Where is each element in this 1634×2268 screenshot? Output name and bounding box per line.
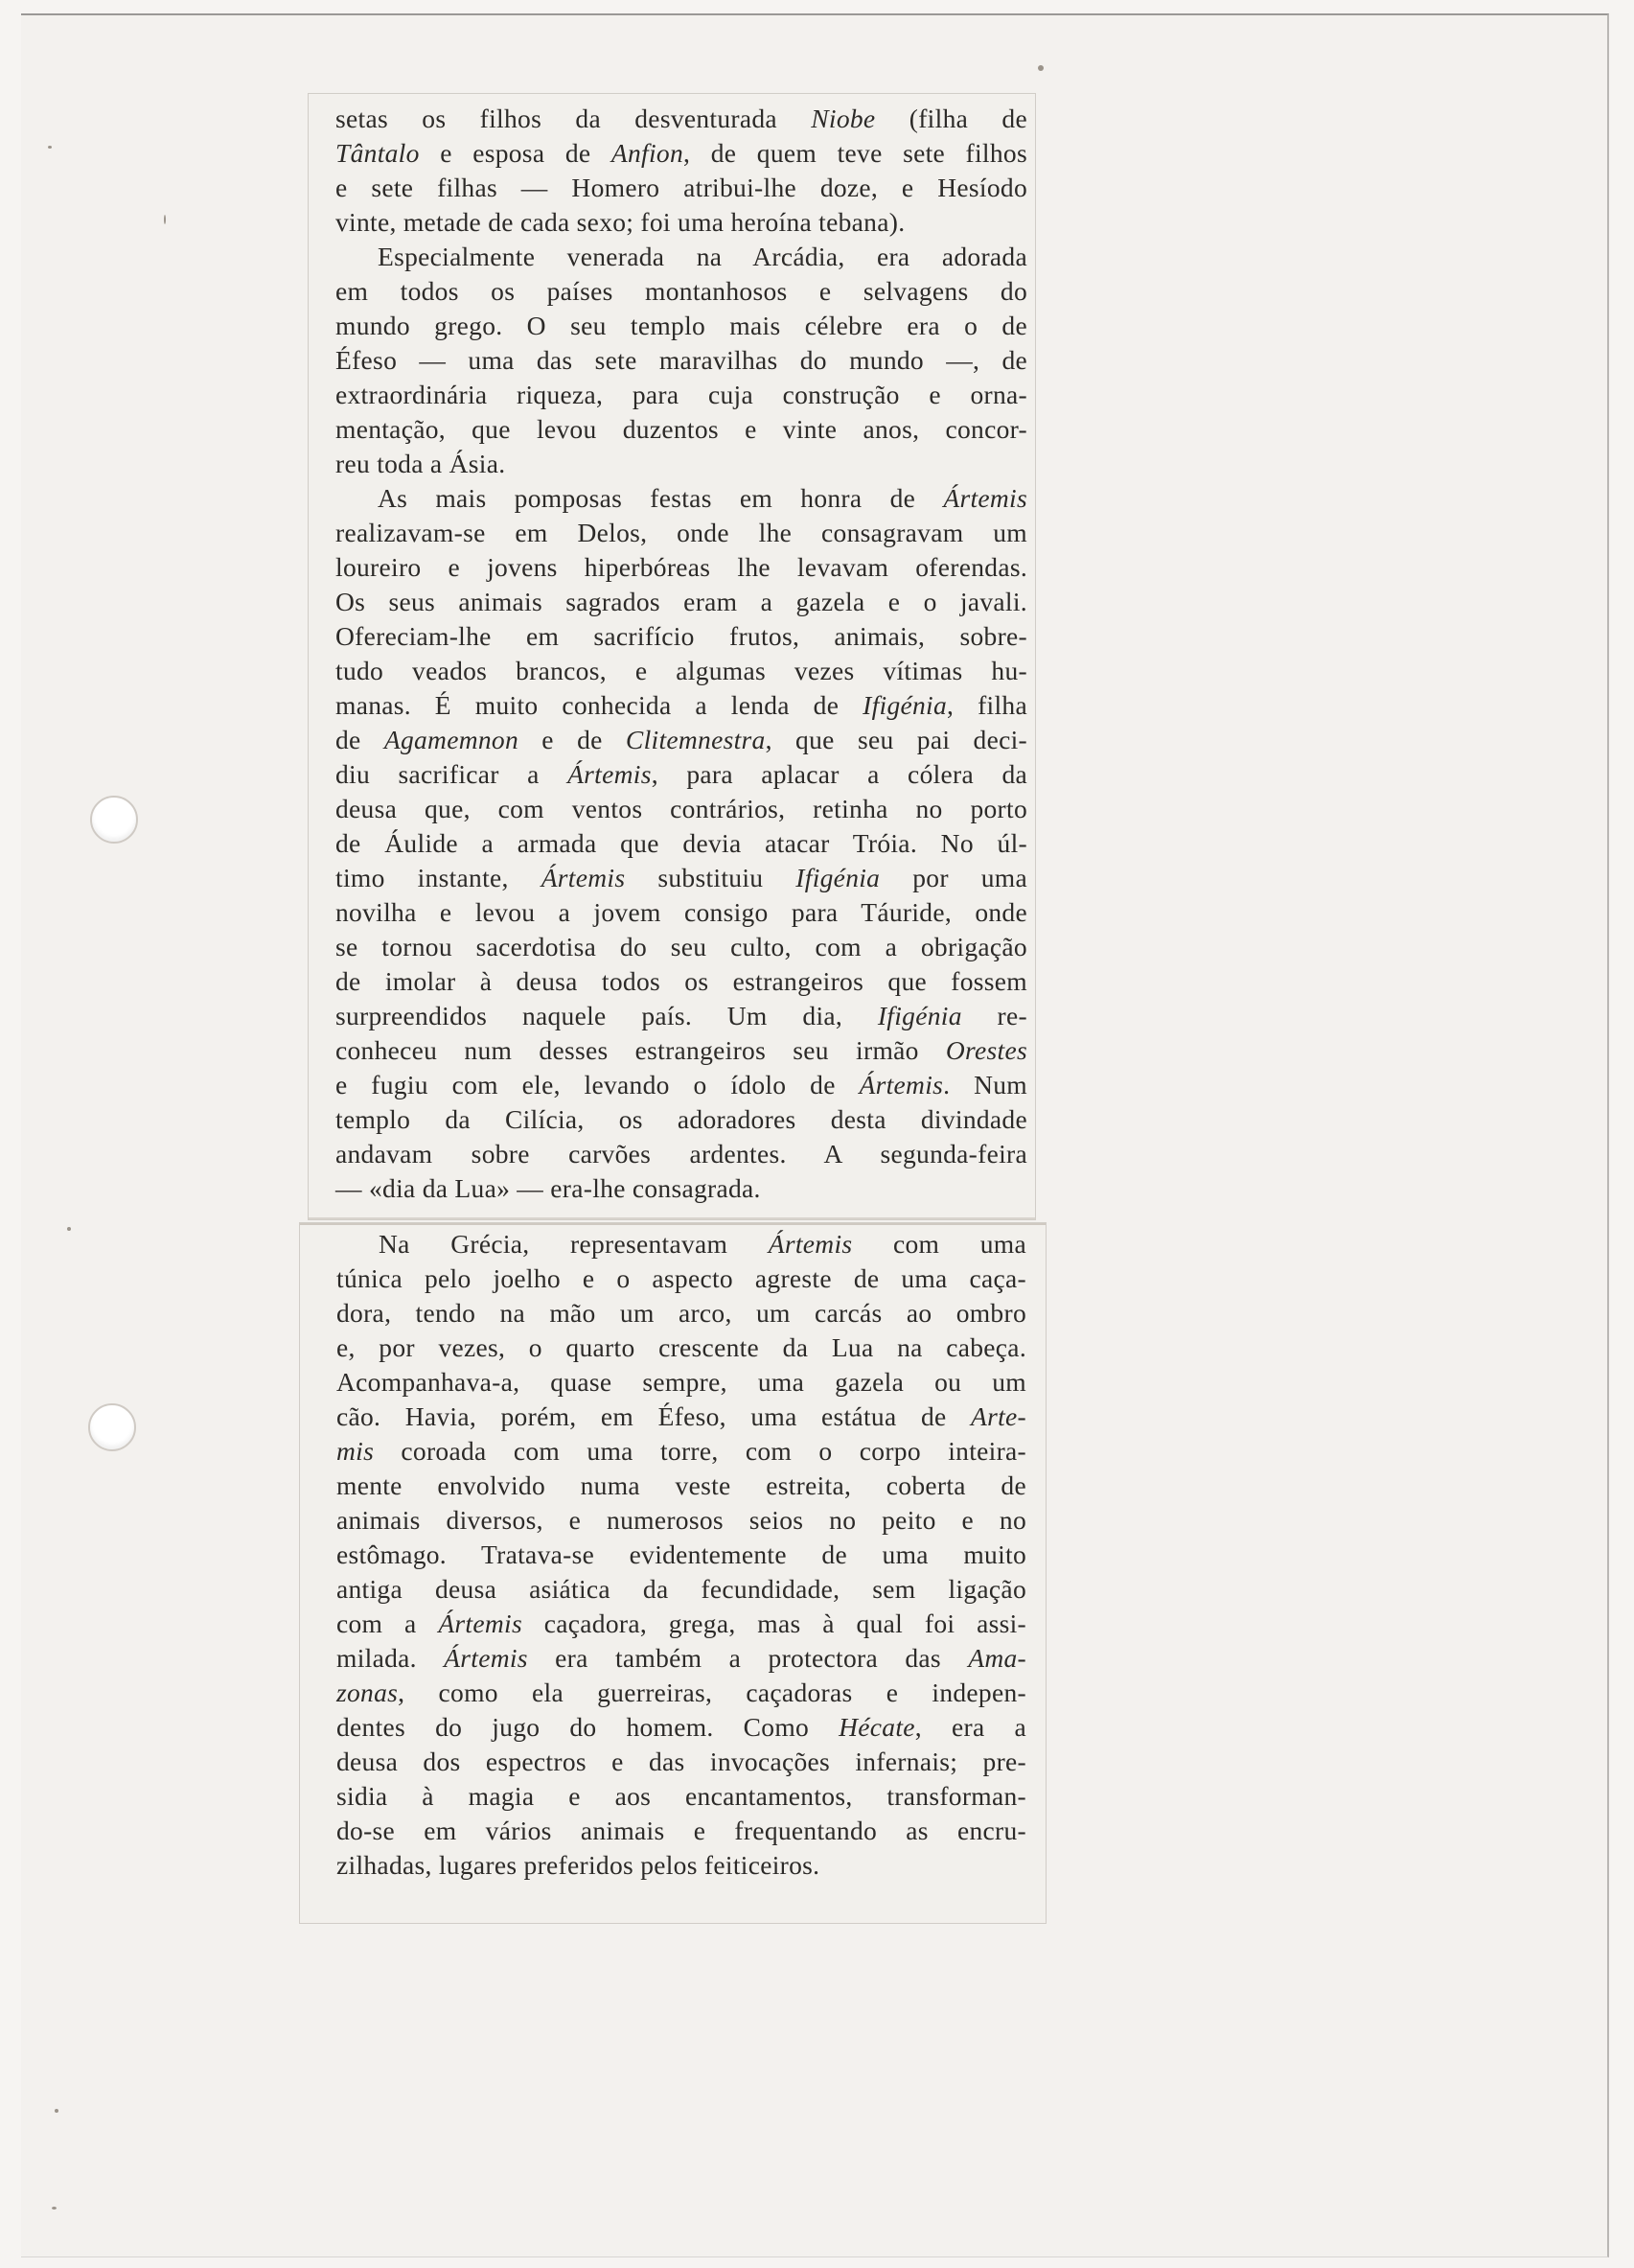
text-line: mundo grego. O seu templo mais célebre era o de bbox=[335, 311, 1027, 340]
text-line: zonas, como ela guerreiras, caçadoras e indepen- bbox=[336, 1678, 1026, 1707]
text-line: zilhadas, lugares preferidos pelos feiticeiros. bbox=[336, 1850, 820, 1880]
text-line: túnica pelo joelho e o aspecto agreste de uma caça- bbox=[336, 1263, 1026, 1293]
text-line: Especialmente venerada na Arcádia, era adorada bbox=[378, 242, 1027, 271]
text-line: e, por vezes, o quarto crescente da Lua na cabeça. bbox=[336, 1332, 1026, 1362]
text-line: vinte, metade de cada sexo; foi uma heroína tebana). bbox=[335, 207, 906, 237]
text-line: reu toda a Ásia. bbox=[335, 449, 506, 478]
text-line: estômago. Tratava-se evidentemente de uma muito bbox=[336, 1539, 1026, 1569]
text-line: andavam sobre carvões ardentes. A segunda-feira bbox=[335, 1139, 1027, 1169]
text-line: extraordinária riqueza, para cuja construção e orna- bbox=[335, 380, 1027, 409]
text-line: mis coroada com uma torre, com o corpo inteira- bbox=[336, 1436, 1026, 1466]
text-line: mente envolvido numa veste estreita, coberta de bbox=[336, 1470, 1026, 1500]
text-line: antiga deusa asiática da fecundidade, sem ligação bbox=[336, 1574, 1026, 1604]
text-line: templo da Cilícia, os adoradores desta divindade bbox=[335, 1104, 1027, 1134]
text-line: diu sacrificar a Ártemis, para aplacar a cólera da bbox=[335, 759, 1027, 789]
text-line: tudo veados brancos, e algumas vezes vítimas hu- bbox=[335, 656, 1027, 685]
text-line: — «dia da Lua» — era-lhe consagrada. bbox=[335, 1173, 761, 1203]
text-line: de Áulide a armada que devia atacar Tróia. No úl- bbox=[335, 828, 1027, 858]
newspaper-clipping-top bbox=[309, 94, 1035, 1219]
text-line: Tântalo e esposa de Anfion, de quem teve sete filhos bbox=[335, 138, 1027, 168]
text-line: As mais pomposas festas em honra de Ártemis bbox=[378, 483, 1027, 513]
text-line: milada. Ártemis era também a protectora das Ama- bbox=[336, 1643, 1026, 1673]
text-line: e sete filhas — Homero atribui-lhe doze, e Hesíodo bbox=[335, 173, 1027, 202]
text-line: animais diversos, e numerosos seios no peito e no bbox=[336, 1505, 1026, 1535]
text-line: Éfeso — uma das sete maravilhas do mundo —, de bbox=[335, 345, 1027, 375]
paper-speck bbox=[164, 215, 166, 224]
text-line: Os seus animais sagrados eram a gazela e o javali. bbox=[335, 587, 1027, 616]
text-column bbox=[335, 102, 1027, 1206]
text-line: Na Grécia, representavam Ártemis com uma bbox=[379, 1229, 1026, 1259]
paper-speck bbox=[52, 2207, 57, 2210]
paper-speck bbox=[55, 2109, 58, 2113]
text-line: com a Ártemis caçadora, grega, mas à qual foi assi- bbox=[336, 1608, 1026, 1638]
punch-hole-lower bbox=[88, 1403, 136, 1451]
text-line: dora, tendo na mão um arco, um carcás ao ombro bbox=[336, 1298, 1026, 1328]
text-line: deusa dos espectros e das invocações infernais; pre- bbox=[336, 1747, 1026, 1776]
punch-hole-upper bbox=[90, 796, 138, 844]
text-line: surpreendidos naquele país. Um dia, Ifigénia re- bbox=[335, 1001, 1027, 1030]
text-line: timo instante, Ártemis substituiu Ifigénia por uma bbox=[335, 863, 1027, 892]
text-column bbox=[336, 1227, 1026, 1883]
text-line: novilha e levou a jovem consigo para Táuride, onde bbox=[335, 897, 1027, 927]
text-line: do-se em vários animais e frequentando as encru- bbox=[336, 1816, 1026, 1845]
text-line: manas. É muito conhecida a lenda de Ifigénia, filha bbox=[335, 690, 1027, 720]
text-line: Acompanhava-a, quase sempre, uma gazela ou um bbox=[336, 1367, 1026, 1397]
text-line: setas os filhos da desventurada Niobe (filha de bbox=[335, 104, 1027, 133]
text-line: mentação, que levou duzentos e vinte anos, concor- bbox=[335, 414, 1027, 444]
text-line: sidia à magia e aos encantamentos, transforman- bbox=[336, 1781, 1026, 1811]
text-line: e fugiu com ele, levando o ídolo de Ártemis. Num bbox=[335, 1070, 1027, 1099]
paper-speck bbox=[1038, 65, 1044, 71]
text-line: Ofereciam-lhe em sacrifício frutos, animais, sobre- bbox=[335, 621, 1027, 651]
paper-speck bbox=[48, 146, 52, 149]
text-line: conheceu num desses estrangeiros seu irmão Orestes bbox=[335, 1035, 1027, 1065]
text-line: cão. Havia, porém, em Éfeso, uma estátua de Arte- bbox=[336, 1401, 1026, 1431]
text-line: se tornou sacerdotisa do seu culto, com a obrigação bbox=[335, 932, 1027, 961]
paper-speck bbox=[67, 1227, 71, 1231]
text-line: deusa que, com ventos contrários, retinha no porto bbox=[335, 794, 1027, 823]
text-line: em todos os países montanhosos e selvagens do bbox=[335, 276, 1027, 306]
text-line: de imolar à deusa todos os estrangeiros que fossem bbox=[335, 966, 1027, 996]
newspaper-clipping-bottom bbox=[300, 1223, 1046, 1923]
text-line: dentes do jugo do homem. Como Hécate, era a bbox=[336, 1712, 1026, 1742]
text-line: realizavam-se em Delos, onde lhe consagravam um bbox=[335, 518, 1027, 547]
text-line: de Agamemnon e de Clitemnestra, que seu pai deci- bbox=[335, 725, 1028, 754]
text-line: loureiro e jovens hiperbóreas lhe levavam oferendas. bbox=[335, 552, 1027, 582]
